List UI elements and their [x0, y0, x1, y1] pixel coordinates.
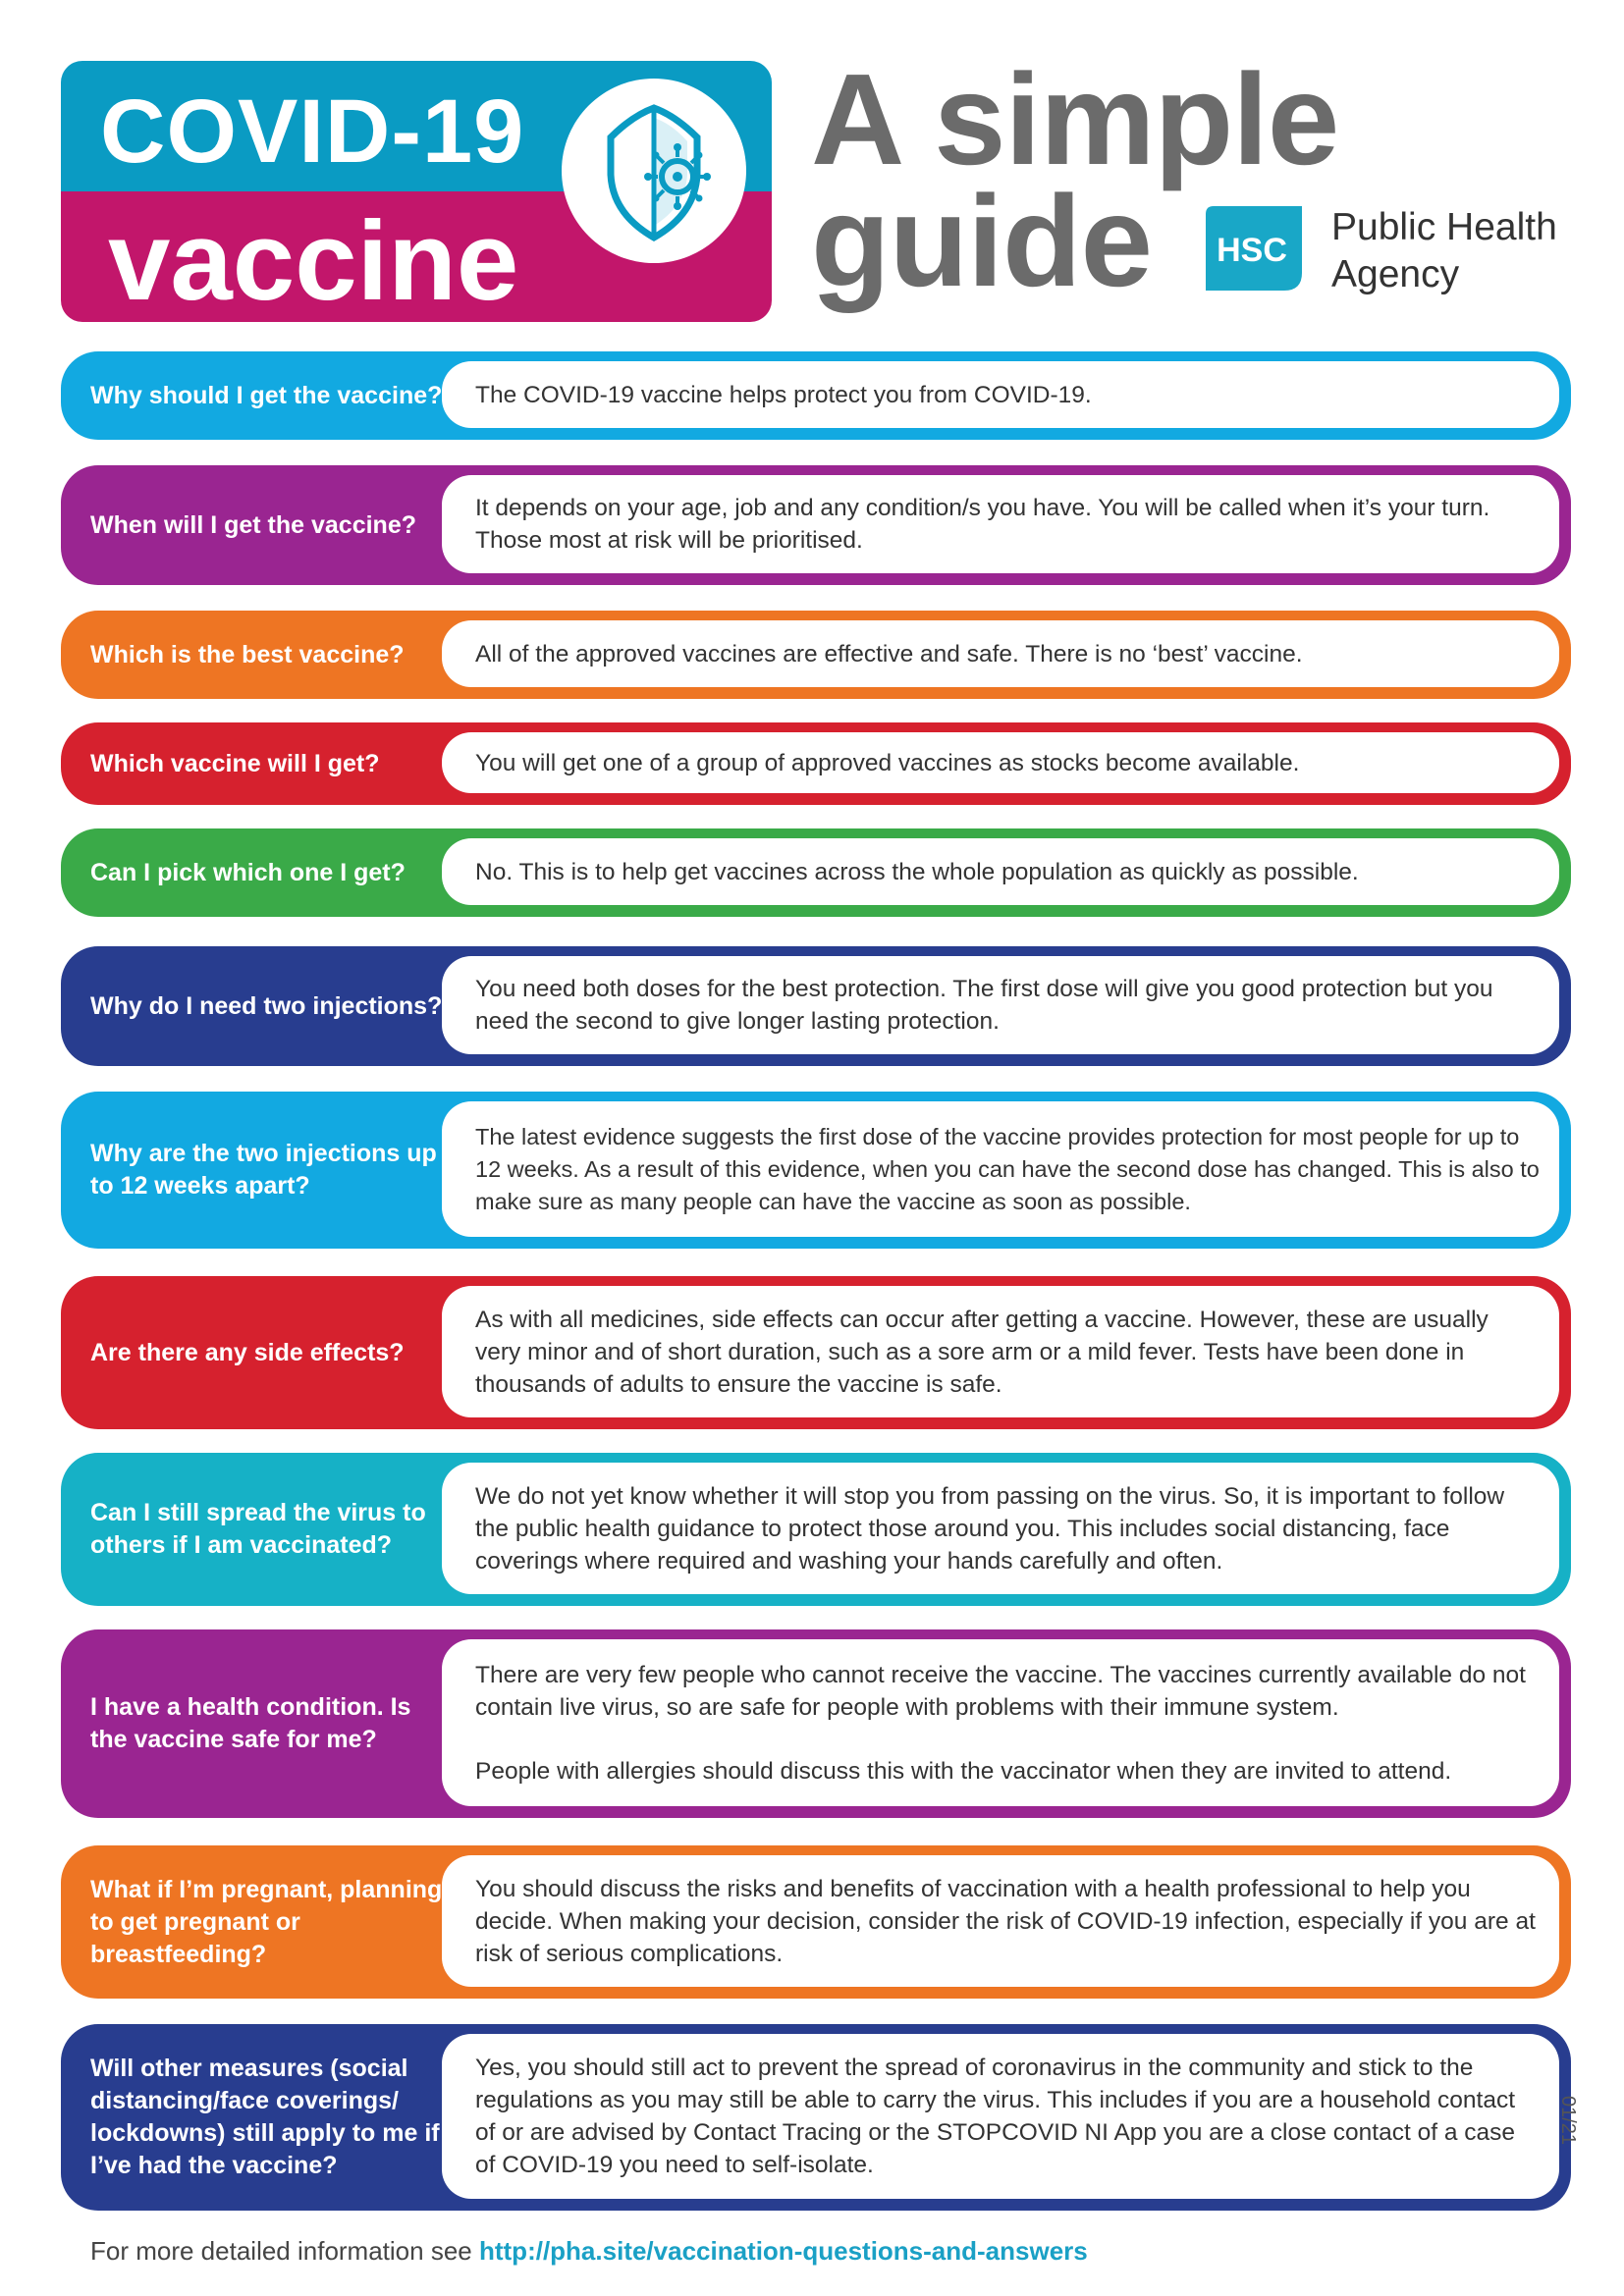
question: Are there any side effects?: [90, 1338, 405, 1366]
answer: [442, 620, 1559, 687]
qa-row: [61, 722, 1571, 805]
qa-row: [61, 611, 1571, 699]
answer: [442, 1286, 1559, 1417]
answer-text: You need both doses for the best protection. The first dose will give you good protection but you need the second to give longer lasting protection.: [475, 976, 1493, 1035]
hsc-logo: [1206, 206, 1302, 291]
question: What if I’m pregnant, planning to get pregnant or breastfeeding?: [90, 1875, 443, 1968]
answer-text: All of the approved vaccines are effective and safe. There is no ‘best’ vaccine.: [475, 640, 1303, 667]
answer-text: No. This is to help get vaccines across the whole population as quickly as possible.: [475, 858, 1359, 885]
footer-link[interactable]: http://pha.site/vaccination-questions-and-answers: [478, 2236, 1088, 2266]
answer: [442, 732, 1559, 793]
answer: [442, 1855, 1559, 1987]
question: Which is the best vaccine?: [90, 640, 405, 668]
answer: [442, 475, 1559, 573]
answer-text: We do not yet know whether it will stop you from passing on the virus. So, it is important to follow the public health guidance to protect those around you. This includes social distancing, face coverings where required and washing your hands carefully and often.: [475, 1482, 1505, 1575]
qa-row: [61, 1276, 1571, 1429]
question: I have a health condition. Is the vaccine safe for me?: [90, 1693, 411, 1753]
qa-row: [61, 2024, 1571, 2211]
answer-text: You will get one of a group of approved vaccines as stocks become available.: [475, 749, 1300, 776]
qa-row: [61, 1092, 1571, 1249]
answer: [442, 956, 1559, 1054]
title-line-2: vaccine: [108, 199, 519, 322]
answer: [442, 838, 1559, 905]
agency-name: [1331, 204, 1557, 298]
question: Why should I get the vaccine?: [90, 381, 443, 409]
answer-text: There are very few people who cannot receive the vaccine. The vaccines currently available do not contain live virus, so are safe for people with problems with their immune system.: [475, 1661, 1526, 1721]
qa-row: [61, 351, 1571, 440]
question: Can I pick which one I get?: [90, 858, 406, 886]
answer-text-2: People with allergies should discuss this with the vaccinator when they are invited to attend.: [475, 1757, 1452, 1785]
footer: [90, 2236, 1088, 2267]
qa-row: [61, 465, 1571, 585]
answer: [442, 1463, 1559, 1594]
qa-row: [61, 946, 1571, 1066]
answer-text: It depends on your age, job and any condition/s you have. You will be called when it’s your turn. Those most at risk will be prioritised.: [475, 495, 1490, 554]
question: Will other measures (social distancing/face coverings/ lockdowns) still apply to me if I’ve had the vaccine?: [90, 2055, 440, 2179]
qa-row: [61, 828, 1571, 917]
question: Which vaccine will I get?: [90, 749, 380, 777]
answer: [442, 1101, 1559, 1237]
answer-text: The COVID-19 vaccine helps protect you from COVID-19.: [475, 381, 1092, 408]
print-code: 01/21: [1557, 2096, 1579, 2146]
qa-row: [61, 1453, 1571, 1606]
answer-text: As with all medicines, side effects can occur after getting a vaccine. However, these are usually very minor and of short duration, such as a sore arm or a mild fever. Tests have been done in thousands of adults to ensure the vaccine is safe.: [475, 1306, 1489, 1398]
agency-line-2: Agency: [1331, 253, 1460, 295]
question: Why do I need two injections?: [90, 991, 443, 1020]
question: Can I still spread the virus to others if I am vaccinated?: [90, 1499, 426, 1559]
answer: [442, 361, 1559, 428]
guide-line-1: A simple: [811, 47, 1339, 191]
hsc-logo-text: HSC: [1217, 232, 1287, 269]
answer-text: The latest evidence suggests the first dose of the vaccine provides protection for most people for up to 12 weeks. As a result of this evidence, when you can have the second dose has changed. This is also to make sure as many people can have the vaccine as soon as possible.: [475, 1123, 1540, 1214]
qa-row: [61, 1845, 1571, 1999]
answer: [442, 1639, 1559, 1806]
guide-line-2: guide: [811, 169, 1152, 313]
answer-text: You should discuss the risks and benefits of vaccination with a health professional to help you decide. When making your decision, consider the risk of COVID-19 infection, especially if you are at risk of serious complications.: [475, 1875, 1536, 1967]
question: When will I get the vaccine?: [90, 510, 417, 539]
answer: [442, 2034, 1559, 2199]
footer-text: For more detailed information see: [90, 2236, 472, 2266]
answer-text: Yes, you should still act to prevent the spread of coronavirus in the community and stick to the regulations as you may still be able to carry the virus. This includes if you are a household contact of or are advised by Contact Tracing or the STOPCOVID NI App you are a close contact of a case of COVID-19 you need to self-isolate.: [475, 2055, 1516, 2178]
agency-line-1: Public Health: [1331, 206, 1557, 248]
qa-row: [61, 1629, 1571, 1818]
shield-virus-icon: [562, 79, 746, 263]
title-line-1: COVID-19: [100, 81, 525, 182]
question: Why are the two injections up to 12 weeks apart?: [90, 1140, 437, 1200]
